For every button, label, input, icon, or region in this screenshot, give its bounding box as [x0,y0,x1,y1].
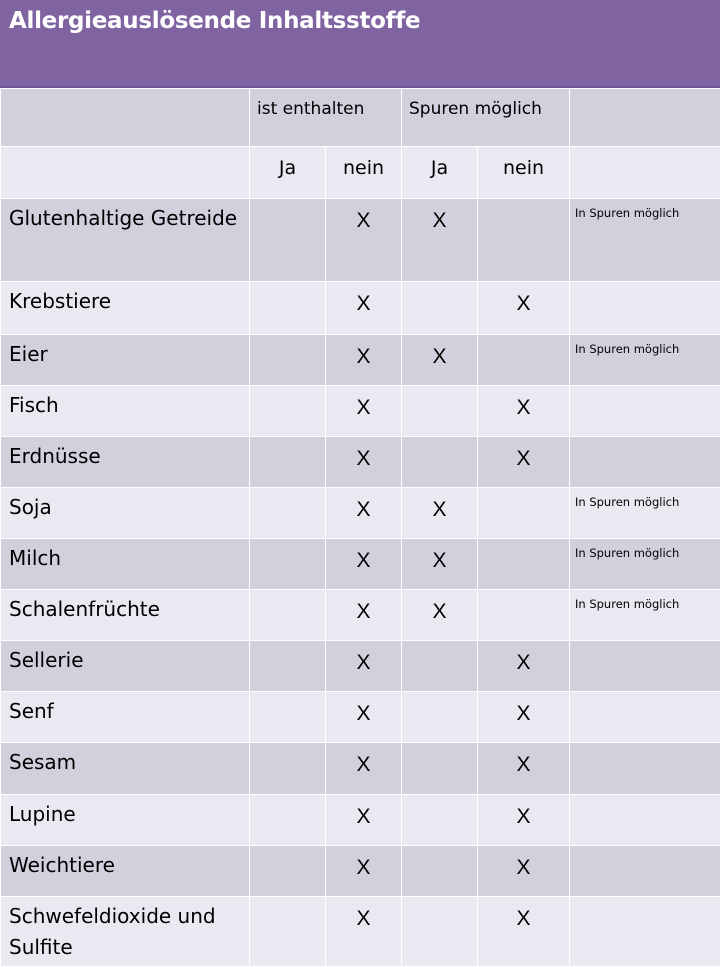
mark-cell [478,386,570,437]
allergen-cell [1,488,250,539]
allergen-name: Krebstiere [1,282,249,317]
note-text [570,795,720,802]
header-row-sub [1,147,720,199]
mark-cell [250,641,326,692]
mark-cell [250,488,326,539]
mark-cell [250,795,326,846]
header-ja-enthalten: Ja [250,147,325,179]
mark-cell [402,335,478,386]
header-ist-enthalten: ist enthalten [250,89,401,119]
mark-nein-enthalten: X [326,692,401,726]
note-cell [570,437,720,488]
title-bar [0,0,720,88]
note-text [570,897,720,904]
mark-ja-spuren [402,386,477,396]
mark-cell [402,590,478,641]
header-nein-spuren: nein [478,147,569,179]
mark-cell [478,897,570,967]
mark-cell [326,897,402,967]
mark-ja-spuren [402,282,477,292]
mark-nein-enthalten: X [326,199,401,233]
header-sub-cell [478,147,570,199]
allergen-name: Sesam [1,743,249,778]
note-cell [570,199,720,282]
allergen-name: Erdnüsse [1,437,249,472]
mark-cell [326,692,402,743]
allergen-name: Milch [1,539,249,574]
mark-ja-spuren [402,641,477,651]
mark-cell [478,590,570,641]
table-row [1,437,720,488]
mark-cell [326,539,402,590]
note-cell [570,386,720,437]
mark-cell [478,335,570,386]
table-row [1,539,720,590]
header-sub-cell [326,147,402,199]
note-text [570,641,720,648]
header-sub-cell [250,147,326,199]
mark-ja-spuren [402,692,477,702]
mark-cell [326,386,402,437]
mark-cell [250,692,326,743]
mark-nein-enthalten: X [326,335,401,369]
note-text: In Spuren möglich [570,488,720,509]
allergen-cell [1,199,250,282]
mark-ja-enthalten [250,488,325,498]
allergen-cell [1,692,250,743]
note-cell [570,590,720,641]
table-row [1,282,720,335]
mark-nein-spuren: X [478,282,569,316]
note-text [570,437,720,444]
mark-nein-spuren: X [478,641,569,675]
mark-ja-enthalten [250,282,325,292]
allergen-name: Schalenfrüchte [1,590,249,625]
allergen-name: Fisch [1,386,249,421]
allergen-cell [1,641,250,692]
mark-nein-spuren: X [478,846,569,880]
mark-cell [402,846,478,897]
mark-cell [402,539,478,590]
mark-cell [326,199,402,282]
allergen-cell [1,386,250,437]
mark-cell [250,539,326,590]
mark-cell [478,199,570,282]
header-empty-cell [1,147,250,199]
table-row [1,386,720,437]
allergen-name: Schwefeldioxide und Sulfite [1,897,249,963]
mark-cell [250,897,326,967]
mark-ja-spuren [402,437,477,447]
mark-ja-enthalten [250,386,325,396]
mark-ja-enthalten [250,897,325,907]
mark-cell [478,282,570,335]
mark-ja-enthalten [250,335,325,345]
mark-cell [478,743,570,795]
mark-ja-enthalten [250,539,325,549]
mark-cell [326,437,402,488]
mark-cell [402,488,478,539]
table-row [1,692,720,743]
note-cell [570,539,720,590]
allergen-cell [1,743,250,795]
allergen-table [0,88,720,967]
mark-ja-spuren: X [402,199,477,233]
mark-cell [326,335,402,386]
mark-nein-enthalten: X [326,897,401,931]
mark-nein-spuren: X [478,795,569,829]
mark-nein-spuren: X [478,386,569,420]
mark-nein-enthalten: X [326,795,401,829]
mark-ja-spuren: X [402,335,477,369]
allergen-name: Eier [1,335,249,370]
mark-nein-spuren [478,590,569,600]
mark-nein-spuren: X [478,897,569,931]
allergen-name: Lupine [1,795,249,830]
note-cell [570,692,720,743]
mark-cell [478,641,570,692]
mark-cell [326,590,402,641]
table-row [1,743,720,795]
mark-cell [326,795,402,846]
mark-nein-enthalten: X [326,282,401,316]
mark-ja-spuren: X [402,539,477,573]
note-cell [570,846,720,897]
mark-ja-enthalten [250,846,325,856]
mark-ja-enthalten [250,743,325,753]
note-text [570,692,720,699]
header-empty-cell [1,89,250,147]
mark-ja-spuren [402,743,477,753]
table-row [1,846,720,897]
mark-cell [326,488,402,539]
note-cell [570,282,720,335]
allergen-name: Weichtiere [1,846,249,881]
mark-ja-spuren: X [402,590,477,624]
note-cell [570,641,720,692]
mark-ja-spuren: X [402,488,477,522]
mark-cell [250,590,326,641]
mark-cell [478,846,570,897]
allergen-cell [1,795,250,846]
header-empty-cell [570,147,720,199]
mark-cell [326,846,402,897]
mark-ja-enthalten [250,199,325,209]
note-text [570,386,720,393]
mark-ja-enthalten [250,692,325,702]
mark-cell [250,282,326,335]
mark-nein-enthalten: X [326,437,401,471]
table-row [1,488,720,539]
mark-cell [326,282,402,335]
mark-nein-spuren [478,335,569,345]
mark-cell [402,692,478,743]
mark-nein-spuren: X [478,692,569,726]
allergen-cell [1,539,250,590]
header-nein-enthalten: nein [326,147,401,179]
header-group-cell [250,89,402,147]
header-ja-spuren: Ja [402,147,477,179]
mark-cell [402,897,478,967]
note-text: In Spuren möglich [570,539,720,560]
note-text [570,743,720,750]
mark-cell [402,641,478,692]
mark-cell [250,335,326,386]
mark-cell [402,437,478,488]
allergen-cell [1,437,250,488]
allergen-cell [1,282,250,335]
allergen-cell [1,590,250,641]
allergen-name: Glutenhaltige Getreide [1,199,249,234]
table-row [1,590,720,641]
allergen-cell [1,335,250,386]
mark-ja-enthalten [250,590,325,600]
table-row [1,199,720,282]
mark-cell [250,199,326,282]
allergen-name: Sellerie [1,641,249,676]
note-cell [570,335,720,386]
mark-cell [478,437,570,488]
mark-cell [402,282,478,335]
mark-nein-spuren [478,539,569,549]
note-text: In Spuren möglich [570,590,720,611]
note-cell [570,897,720,967]
page-title: Allergieauslösende Inhaltsstoffe [9,8,420,34]
allergen-name: Soja [1,488,249,523]
note-text [570,846,720,853]
mark-cell [250,846,326,897]
mark-cell [250,743,326,795]
header-row-groups [1,89,720,147]
mark-nein-enthalten: X [326,590,401,624]
mark-ja-enthalten [250,641,325,651]
mark-ja-spuren [402,846,477,856]
note-cell [570,488,720,539]
allergen-name: Senf [1,692,249,727]
mark-cell [250,437,326,488]
note-text: In Spuren möglich [570,335,720,356]
mark-ja-enthalten [250,795,325,805]
note-text: In Spuren möglich [570,199,720,220]
note-text [570,282,720,289]
mark-ja-spuren [402,795,477,805]
mark-cell [326,743,402,795]
mark-cell [326,641,402,692]
header-spuren-moeglich: Spuren möglich [402,89,569,119]
header-group-cell [402,89,570,147]
mark-nein-spuren: X [478,437,569,471]
mark-nein-enthalten: X [326,743,401,777]
header-sub-cell [402,147,478,199]
mark-nein-enthalten: X [326,641,401,675]
header-empty-cell [570,89,720,147]
mark-cell [250,386,326,437]
mark-ja-enthalten [250,437,325,447]
note-cell [570,795,720,846]
mark-nein-spuren [478,488,569,498]
mark-cell [402,199,478,282]
mark-nein-enthalten: X [326,846,401,880]
allergen-cell [1,897,250,967]
mark-nein-enthalten: X [326,488,401,522]
table-row [1,897,720,967]
mark-cell [402,743,478,795]
mark-nein-enthalten: X [326,539,401,573]
mark-cell [478,488,570,539]
allergen-cell [1,846,250,897]
mark-nein-spuren: X [478,743,569,777]
table-row [1,641,720,692]
note-cell [570,743,720,795]
mark-cell [478,692,570,743]
table-row [1,795,720,846]
mark-cell [478,795,570,846]
mark-nein-enthalten: X [326,386,401,420]
mark-nein-spuren [478,199,569,209]
mark-ja-spuren [402,897,477,907]
mark-cell [402,386,478,437]
mark-cell [478,539,570,590]
table-row [1,335,720,386]
mark-cell [402,795,478,846]
